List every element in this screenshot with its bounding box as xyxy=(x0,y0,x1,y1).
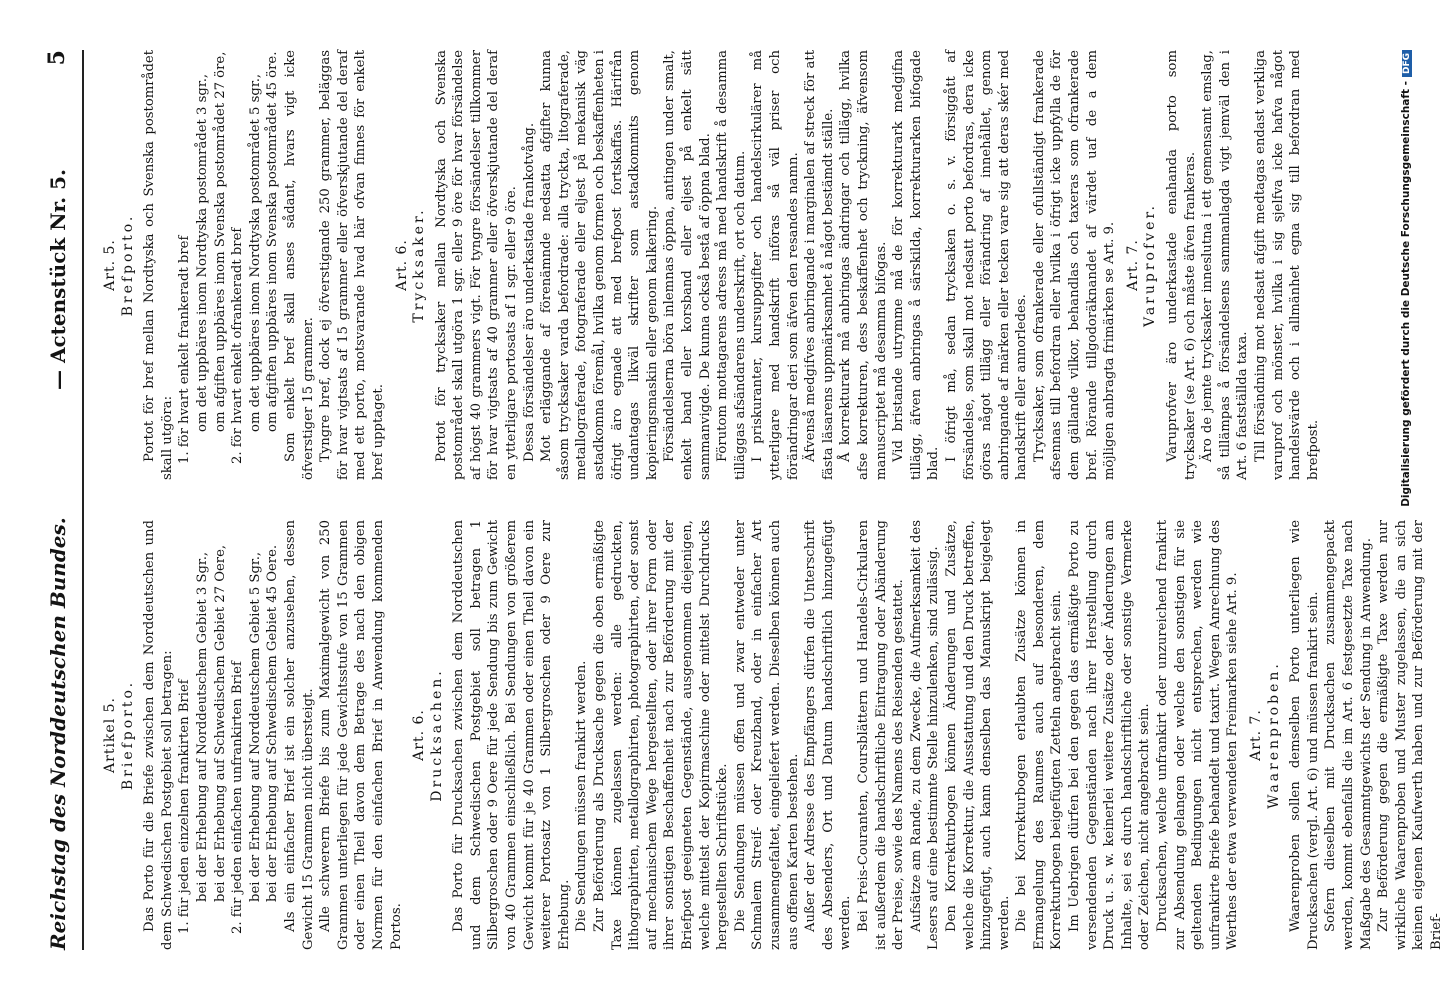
swedish-column xyxy=(96,50,1322,480)
paragraph: Äfvenså medgifves anbringande i marginalen af streck för att fästa läsarens uppmärksamhet å något bestämdt ställe. xyxy=(803,50,836,480)
list-item: 1. für jeden einzelnen frankirten Brief xyxy=(177,679,193,934)
art6-title-de: Art. 6. xyxy=(411,709,428,761)
art7-title-de: Art. 7. xyxy=(1248,709,1264,761)
paragraph: I öfrigt må, sedan trycksaken o. s. v. försiggått af försändelse, som skall mot nedsatt porto befordras, dera icke göras något tillägg eller förändring af innehållet, genom anbringande af märken eller tecken vare sig att deras skér med handskrift eller annorledes. xyxy=(943,50,1030,480)
paragraph: Tyngre bref, dock ej öfverstigande 250 grammer, beläggas för hvar vigtsats af 15 grammer eller öfverskjutande del deraf med ett porto, motsvarande hvad här ofvan finnes för enkelt bref upptaget. xyxy=(318,50,386,480)
paragraph: Sofern dieselben mit Drucksachen zusammengepackt werden, kommt ebenfalls die im Art. 6 festgesetzte Taxe nach Maßgabe des Gesammtgewichts der Sendung in Anwendung. xyxy=(1323,520,1374,950)
paragraph: Trycksaker, som ofrankerade eller ofullständigt frankerade afsennas till befordran eller hvilka i öfrigt icke uppfylla de för dem gällande vilkor, behandlas och taxeras som ofrankerade bref. Rörande tillgodoräknandet af värdet uaf de a dem möjligen anbragta frimärken se Art. 9. xyxy=(1031,50,1118,480)
list-subitem: bei der Erhebung auf Schwedischem Gebiet 27 Oere, xyxy=(212,544,228,902)
paragraph: Zur Beförderung als Drucksache gegen die oben ermäßigte Taxe können zugelassen werden: alle gedruckten, lithographirten, metallographirten, photographirten, oder sonst auf mechanischem Wege hergestellten, oder ihrer Form oder ihrer sonstigen Beschaffenheit nach zur Beförderung mit der Briefpost geeigneten Gegenstände, ausgenommen diejenigen, welche mittelst der Kopirmaschine oder mittelst Durchdrucks hergestellten Schriftstücke. xyxy=(592,520,731,950)
art6-subtitle-de: Drucksachen. xyxy=(428,668,445,802)
art7-subtitle-sv: Varuprofver. xyxy=(1142,203,1159,327)
paragraph: Die bei Korrekturbogen erlaubten Zusätze können in Ermangelung des Raumes auch auf besonderen, dem Korrekturbogen beigefügten Zetteln angebracht sein. xyxy=(1014,520,1065,950)
list-subitem: om det uppbäres inom Nordtyska postområdet 3 sgr., xyxy=(194,73,210,432)
paragraph: Mot erläggande af förenämnde nedsatta afgifter kunna såsom trycksaker varda befordrade: alla tryckta, litograferade, metallograferade, fotograferade eller eljest på mekanisk väg astadkomna föremål, hvilka genom formen och beskaffenheten i öfrigt äro egnade att med brefpost fortskaffas. Härifrån undantagas likväl skrifter som astadkommits genom kopieringsmaskin eller genom kalkering. xyxy=(539,50,660,480)
paragraph: Bei Preis-Couranten, Coursblättern und Handels-Cirkularen ist außerdem die handschriftliche Eintragung oder Abänderung der Preise, sowie des Namens des Reisenden gestattet. xyxy=(855,520,907,950)
page-number: 5 xyxy=(44,50,70,66)
list-subitem: bei der Erhebung auf Norddeutschem Gebiet 3 Sgr., xyxy=(194,551,210,902)
paragraph: Die Sendungen müssen offen und zwar entweder unter Schmalem Streif- oder Kreuzband, oder in einfacher Art zusammengefaltet, eingeliefert werden. Dieselben können auch aus offenen Karten bestehen. xyxy=(732,520,801,950)
paragraph: Förutom mottagarens adress må med handskrift å desamma tilläggas afsändarens underskrift, ort och datum. xyxy=(715,50,748,480)
art5-subtitle-de: Briefporto. xyxy=(119,679,136,791)
paragraph: Till försändning mot nedsatt afgift medtagas endast verkliga varuprof och mönster, hvilka i sig sjelfva icke hafva något handelsvärde och i allmänhet egna sig till befordran med brefpost. xyxy=(1253,50,1321,480)
digitization-footer xyxy=(1400,50,1412,950)
dfg-logo: DFG xyxy=(1402,50,1412,77)
paragraph: Im Uebrigen dürfen bei den gegen das ermäßigte Porto zu versendenden Gegenständen nach ihrer Herstellung durch Druck u. s. w. keinerlei weitere Zusätze oder Änderungen am Inhalte, sei es durch handschriftliche oder sonstige Vermerke oder Zeichen, nicht angebracht sein. xyxy=(1067,520,1153,950)
paragraph: I priskuranter, kursuppgifter och handelscirkulärer må ytterligare med handskrift införas så väl priser och förändringar deri som äfven den resandes namn. xyxy=(750,50,801,480)
paragraph: Äro de jemte trycksaker inneslutna i ett gemensamt emslag, så tillämpas å försändelsens sammanlagda vigt jemväl den i Art. 6 fastställda taxa. xyxy=(1200,50,1251,480)
list-item: 2. för hvart enkelt ofrankeradt bref xyxy=(230,227,246,464)
page-header xyxy=(40,50,84,950)
paragraph: Den Korrekturbogen können Änderungen und Zusätze, welche die Korrektur, die Ausstattung und den Druck betreffen, hinzugefügt, auch kann denselben das Manuskript beigelegt werden. xyxy=(943,520,1012,950)
paragraph: Zur Beförderung gegen die ermäßigte Taxe werden nur wirkliche Waarenproben und Muster zugelassen, die an sich keinen eigenen Kaufwerth haben und zur Beförderung mit der Brief- xyxy=(1376,520,1444,950)
art6-title-sv: Art. 6. xyxy=(393,239,410,291)
paragraph: Außer der Adresse des Empfängers dürfen die Unterschrift des Absenders, Ort und Datum handschriftlich hinzugefügt werden. xyxy=(803,520,854,950)
german-column xyxy=(96,520,1446,950)
paragraph: Die Sendungen müssen frankirt werden. xyxy=(574,660,590,932)
list-subitem: om afgiften uppbäres inom Svenska postområdet 45 öre. xyxy=(265,51,281,432)
header-left-title: Reichstag des Norddeutschen Bundes. xyxy=(46,517,70,950)
paragraph: Dessa försändelser äro underkastade frankotvång. xyxy=(521,122,537,462)
paragraph: Varuprofver äro underkastade enahanda porto som trycksaker (se Art. 6) och måste äfven frankeras. xyxy=(1165,50,1198,480)
paragraph: Som enkelt bref skall anses sådant, hvars vigt icke öfverstiger 15 grammer. xyxy=(282,50,316,480)
paragraph: Vid bristande utrymme må de för korrekturark medgifna tillägg, äfven anbringas å särskilda, korrekturarken bifogade blad. xyxy=(891,50,942,480)
list-item: 1. för hvart enkelt frankeradt bref xyxy=(177,235,193,464)
paragraph: Waarenproben sollen demselben Porto unterliegen wie Drucksachen (vergl. Art. 6) und müssen frankirt sein. xyxy=(1288,520,1321,950)
paragraph: Å korrekturark må anbringas ändringar och tillägg, hvilka afse korrekturen, dess beskaffenhet och tryckning, äfvensom manuscriptet må desamma bifogas. xyxy=(838,50,889,480)
paragraph: Das Porto für Drucksachen zwischen dem Norddeutschen und dem Schwedischen Postgebiet soll betragen 1 Silbergroschen oder 9 Oere für jede Sendung bis zum Gewicht von 40 Grammen einschließlich. Bei Sendungen von größerem Gewicht kommt für je 40 Grammen oder einen Theil davon ein weiterer Portosatz von 1 Silbergroschen oder 9 Oere zur Erhebung. xyxy=(451,520,572,950)
art7-subtitle-de: Waarenproben. xyxy=(1265,661,1282,809)
list-subitem: om det uppbäres inom Nordtyska postområdet 5 sgr., xyxy=(247,73,263,432)
header-center-title: — Actenstück Nr. 5. xyxy=(46,169,70,390)
art7-title-sv: Art. 7. xyxy=(1124,239,1141,291)
list-subitem: om afgiften uppbäres inom Svenska postområdet 27 öre, xyxy=(212,51,228,432)
list-item: 2. für jeden einfachen unfrankirten Brief xyxy=(230,661,246,934)
paragraph: Das Porto für die Briefe zwischen dem Norddeutschen und dem Schwedischen Postgebiet soll betragen: xyxy=(142,520,175,950)
paragraph: Portot för trycksaker mellan Nordtyska och Svenska postområdet skall utgöra 1 sgr. eller 9 öre för hvar försändelse af högst 40 grammers vigt. För tyngre försändelser tillkommer för hvar vigtsats af 40 grammer eller öfverskjutande del deraf en ytterligare portosats af 1 sgr. eller 9 öre. xyxy=(433,50,520,480)
paragraph: Aufsätze am Rande, zu dem Zwecke, die Aufmerksamkeit des Lesers auf eine bestimmte Stelle hinzulenken, sind zulässig. xyxy=(908,520,942,950)
paragraph: Försändelserna böra inlemnas öppna, antingen under smalt, enkelt band eller korsband eller eljest på enkelt sätt sammanvigde. De kunna också bestå af öppna blad. xyxy=(662,50,713,480)
art6-subtitle-sv: Trycksaker. xyxy=(411,207,428,323)
paragraph: Alle schwerern Briefe bis zum Maximalgewicht von 250 Grammen unterliegen für jede Gewichtsstufe von 15 Grammen oder einen Theil davon dem Betrage des nach den obigen Normen für den einfachen Brief in Anwendung kommenden Portos. xyxy=(318,520,404,950)
art5-subtitle-sv: Brefporto. xyxy=(119,213,136,317)
art5-title-sv: Art. 5. xyxy=(102,239,118,291)
paragraph: Drucksachen, welche unfrankirt oder unzureichend frankirt zur Absendung gelangen oder welche den sonstigen für sie geltenden Bedingungen nicht entsprechen, werden wie unfrankirte Briefe behandelt und taxirt. Wegen Anrechnung des Werthes der etwa verwendeten Freimarken siehe Art. 9. xyxy=(1155,520,1241,950)
list-subitem: bei der Erhebung auf Schwedischem Gebiet 45 Oere. xyxy=(265,544,281,902)
art5-title-de: Artikel 5. xyxy=(102,697,118,773)
digitization-note: Digitalisierung gefördert durch die Deutsche Forschungsgemeinschaft - xyxy=(1400,81,1412,507)
list-subitem: bei der Erhebung auf Norddeutschem Gebiet 5 Sgr., xyxy=(247,551,263,902)
paragraph: Portot för bref mellan Nordtyska och Svenska postområdet skall utgöra: xyxy=(142,50,175,480)
paragraph: Als ein einfacher Brief ist ein solcher anzusehen, dessen Gewicht 15 Grammen nicht übersteigt. xyxy=(282,520,316,950)
